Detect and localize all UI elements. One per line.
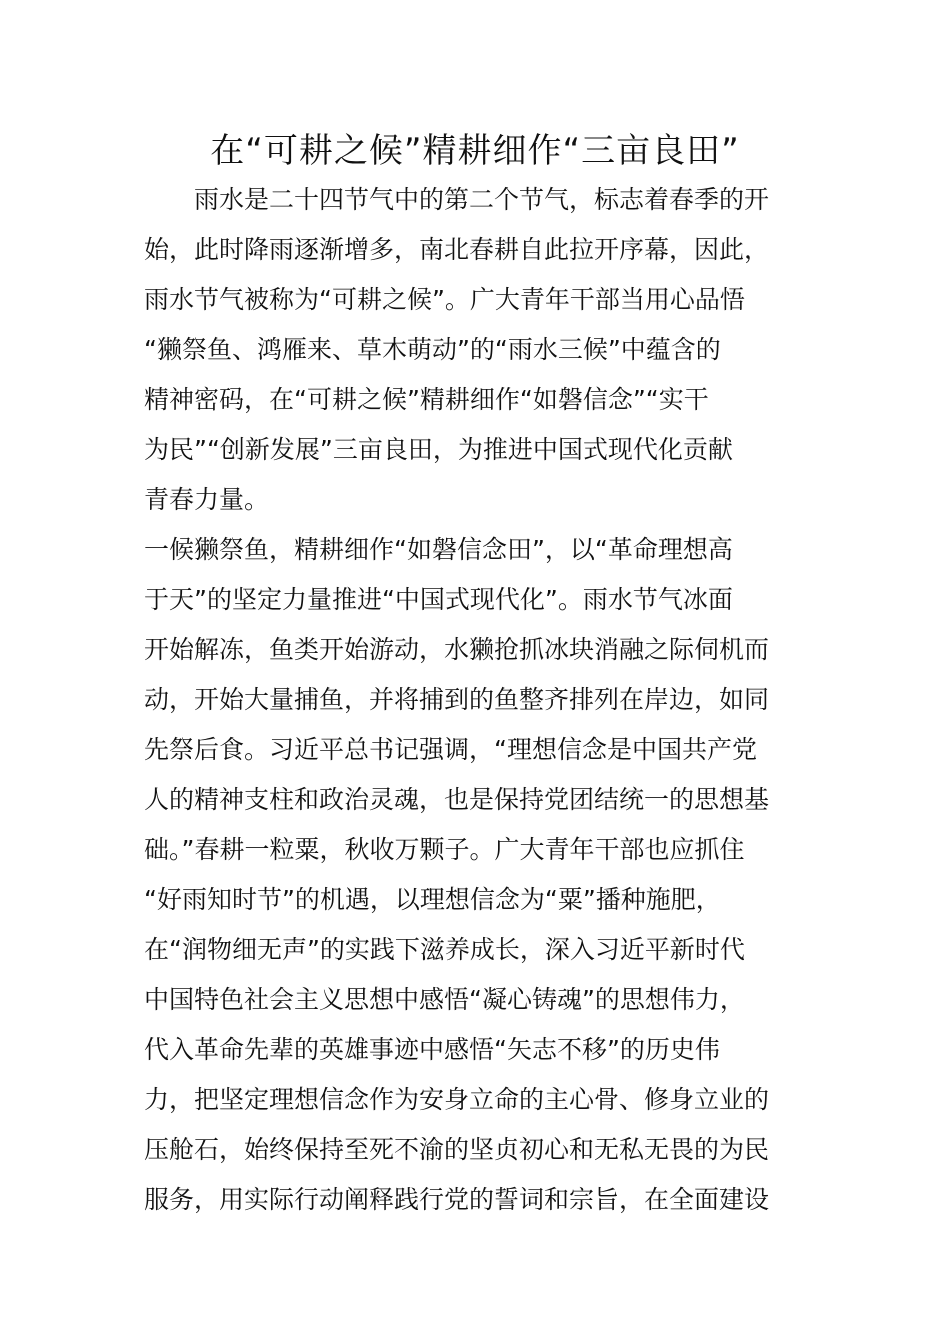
document-body <box>144 175 808 1225</box>
text-line: “獭祭鱼、鸿雁来、草木萌动”的“雨水三候”中蕴含的 <box>144 335 721 364</box>
text-line: 青春力量。 <box>144 485 270 514</box>
text-line: 一候獭祭鱼，精耕细作“如磐信念田”，以“革命理想高 <box>144 535 733 564</box>
paragraph-first-hou <box>144 525 808 1225</box>
text-line: 精神密码，在“可耕之候”精耕细作“如磐信念”“实干 <box>144 385 709 414</box>
text-line: 先祭后食。习近平总书记强调，“理想信念是中国共产党 <box>144 735 757 764</box>
text-line: 压舱石，始终保持至死不渝的坚贞初心和无私无畏的为民 <box>144 1135 770 1164</box>
text-line: 动，开始大量捕鱼，并将捕到的鱼整齐排列在岸边，如同 <box>144 685 770 714</box>
text-line: 雨水节气被称为“可耕之候”。广大青年干部当用心品悟 <box>144 285 745 314</box>
paragraph-intro <box>144 175 808 525</box>
text-line: 开始解冻，鱼类开始游动，水獭抢抓冰块消融之际伺机而 <box>144 635 770 664</box>
text-line: 始，此时降雨逐渐增多，南北春耕自此拉开序幕，因此， <box>144 235 770 264</box>
text-line: 在“润物细无声”的实践下滋养成长，深入习近平新时代 <box>144 935 745 964</box>
text-line: 服务，用实际行动阐释践行党的誓词和宗旨，在全面建设 <box>144 1185 770 1214</box>
text-line: 力，把坚定理想信念作为安身立命的主心骨、修身立业的 <box>144 1085 770 1114</box>
document-title: 在“可耕之候”精耕细作“三亩良田” <box>210 131 740 171</box>
text-line: “好雨知时节”的机遇，以理想信念为“粟”播种施肥， <box>144 885 721 914</box>
text-line: 于天”的坚定力量推进“中国式现代化”。雨水节气冰面 <box>144 585 733 614</box>
text-line: 雨水是二十四节气中的第二个节气，标志着春季的开 <box>144 185 770 214</box>
text-line: 代入革命先辈的英雄事迹中感悟“矢志不移”的历史伟 <box>144 1035 720 1064</box>
text-line: 础。”春耕一粒粟，秋收万颗子。广大青年干部也应抓住 <box>144 835 745 864</box>
text-line: 为民”“创新发展”三亩良田，为推进中国式现代化贡献 <box>144 435 733 464</box>
text-line: 人的精神支柱和政治灵魂，也是保持党团结统一的思想基 <box>144 785 770 814</box>
text-line: 中国特色社会主义思想中感悟“凝心铸魂”的思想伟力， <box>144 985 745 1014</box>
